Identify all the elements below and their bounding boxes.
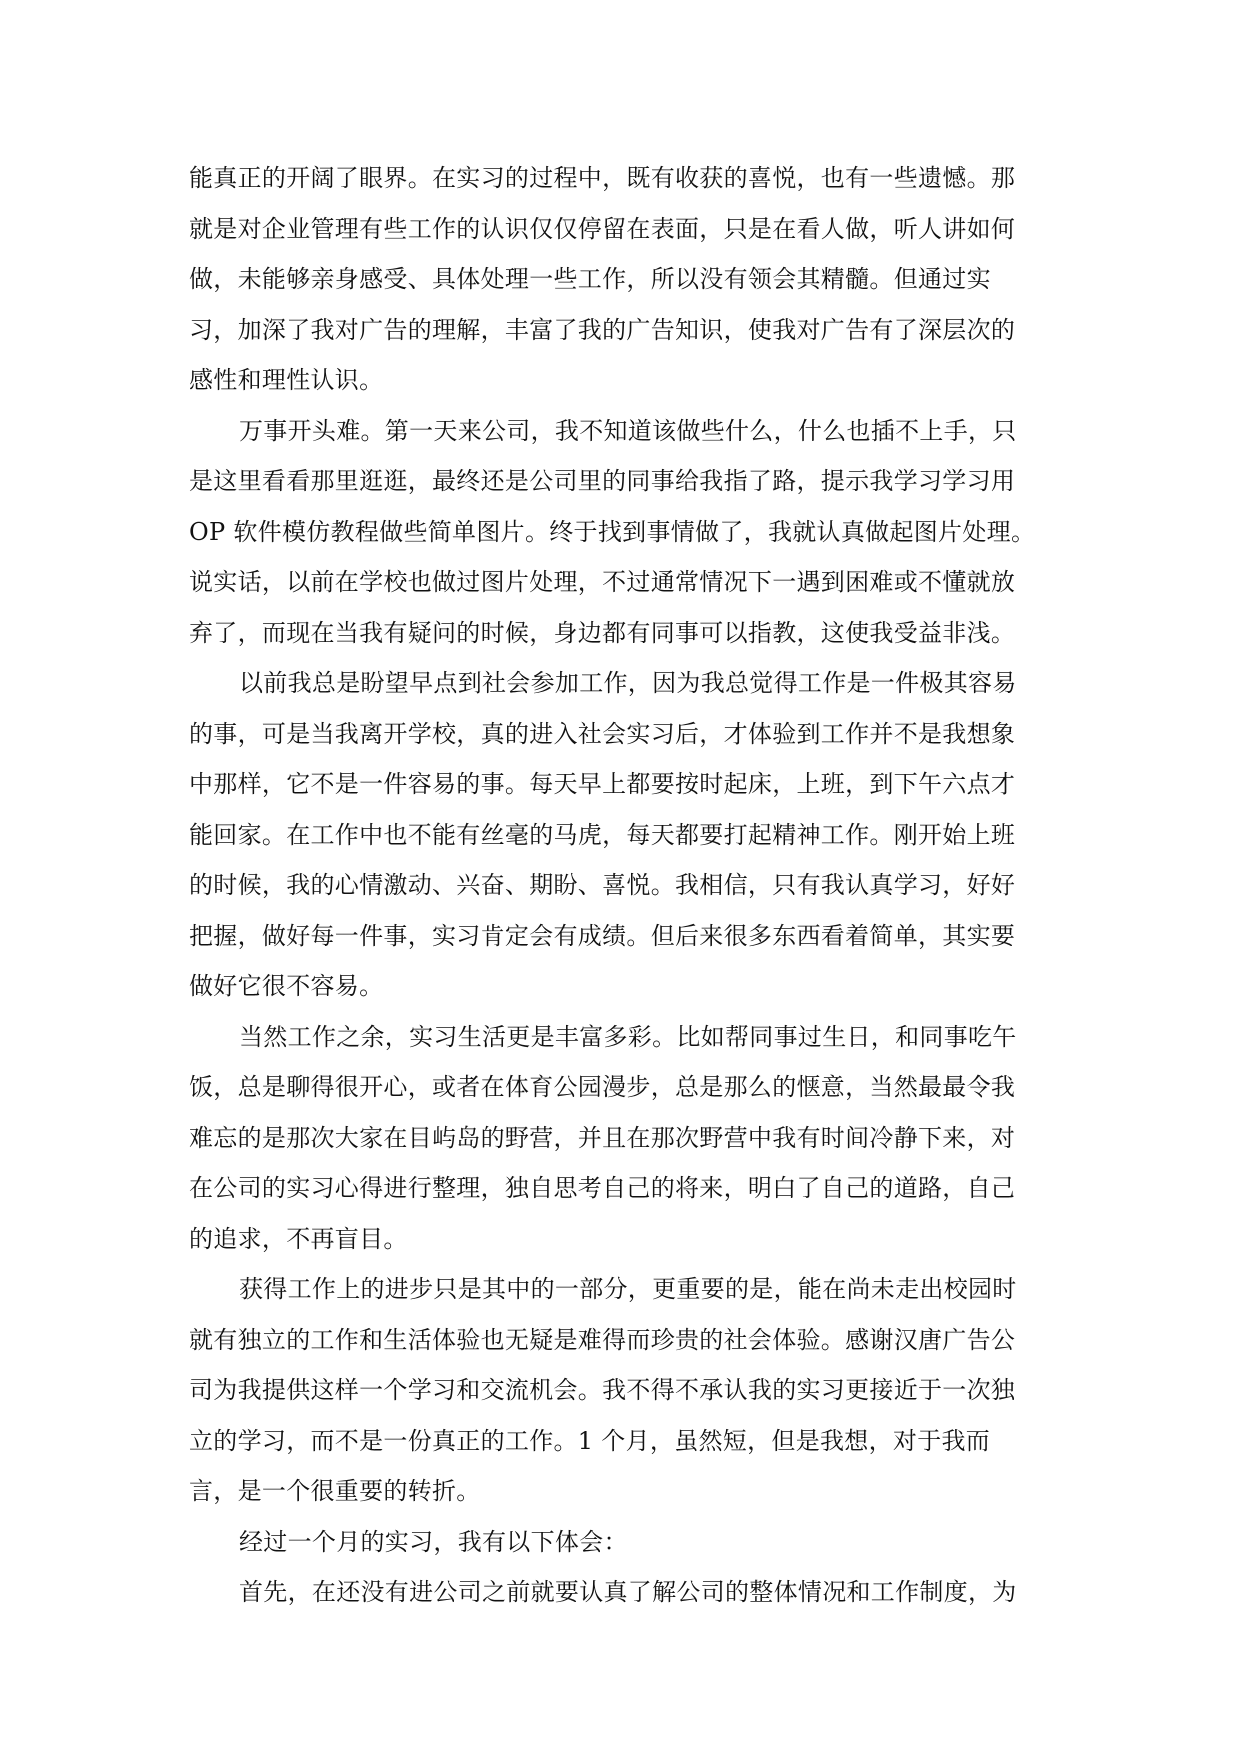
- text-line: 难忘的是那次大家在目屿岛的野营，并且在那次野营中我有时间冷静下来，对: [189, 1123, 1016, 1152]
- text-line: 能真正的开阔了眼界。在实习的过程中，既有收获的喜悦，也有一些遗憾。那: [189, 164, 1016, 192]
- text-line: 的事，可是当我离开学校，真的进入社会实习后，才体验到工作并不是我想象: [189, 719, 1016, 748]
- text-line: 弃了，而现在当我有疑问的时候，身边都有同事可以指教，这使我受益非浅。: [189, 618, 1016, 647]
- text-line: 立的学习，而不是一份真正的工作。1 个月，虽然短，但是我想，对于我而: [189, 1426, 991, 1455]
- text-line: 就是对企业管理有些工作的认识仅仅停留在表面，只是在看人做，听人讲如何: [189, 214, 1016, 243]
- paragraph-first-line: 经过一个月的实习，我有以下体会：: [239, 1527, 628, 1556]
- text-line: 把握，做好每一件事，实习肯定会有成绩。但后来很多东西看着简单，其实要: [189, 921, 1016, 950]
- text-line: 言，是一个很重要的转折。: [189, 1477, 481, 1505]
- text-line: 做好它很不容易。: [189, 972, 384, 1000]
- text-line: 中那样，它不是一件容易的事。每天早上都要按时起床，上班，到下午六点才: [189, 770, 1016, 798]
- text-line: 感性和理性认识。: [189, 366, 384, 394]
- text-line: 做，未能够亲身感受、具体处理一些工作，所以没有领会其精髓。但通过实: [189, 265, 991, 293]
- text-line: 的时候，我的心情激动、兴奋、期盼、喜悦。我相信，只有我认真学习，好好: [189, 871, 1016, 899]
- text-line: OP 软件模仿教程做些简单图片。终于找到事情做了，我就认真做起图片处理。: [189, 517, 1036, 546]
- paragraph-first-line: 获得工作上的进步只是其中的一部分，更重要的是，能在尚未走出校园时: [239, 1275, 1017, 1303]
- text-line: 习，加深了我对广告的理解，丰富了我的广告知识，使我对广告有了深层次的: [189, 315, 1016, 344]
- text-line: 能回家。在工作中也不能有丝毫的马虎，每天都要打起精神工作。刚开始上班: [189, 820, 1016, 849]
- text-line: 就有独立的工作和生活体验也无疑是难得而珍贵的社会体验。感谢汉唐广告公: [189, 1325, 1016, 1354]
- paragraph-first-line: 万事开头难。第一天来公司，我不知道该做些什么，什么也插不上手，只: [239, 416, 1017, 445]
- text-line: 饭，总是聊得很开心，或者在体育公园漫步，总是那么的惬意，当然最最令我: [189, 1073, 1016, 1101]
- text-line: 说实话，以前在学校也做过图片处理，不过通常情况下一遇到困难或不懂就放: [189, 568, 1016, 596]
- text-line: 在公司的实习心得进行整理，独自思考自己的将来，明白了自己的道路，自己: [189, 1174, 1016, 1202]
- paragraph-first-line: 以前我总是盼望早点到社会参加工作，因为我总觉得工作是一件极其容易: [239, 669, 1017, 697]
- paragraph-first-line: 首先，在还没有进公司之前就要认真了解公司的整体情况和工作制度，为: [239, 1578, 1017, 1606]
- text-line: 的追求，不再盲目。: [189, 1224, 408, 1253]
- paragraph-first-line: 当然工作之余，实习生活更是丰富多彩。比如帮同事过生日，和同事吃午: [239, 1022, 1017, 1051]
- text-line: 司为我提供这样一个学习和交流机会。我不得不承认我的实习更接近于一次独: [189, 1376, 1016, 1404]
- text-line: 是这里看看那里逛逛，最终还是公司里的同事给我指了路，提示我学习学习用: [189, 467, 1016, 495]
- document-body: [189, 153, 1069, 1618]
